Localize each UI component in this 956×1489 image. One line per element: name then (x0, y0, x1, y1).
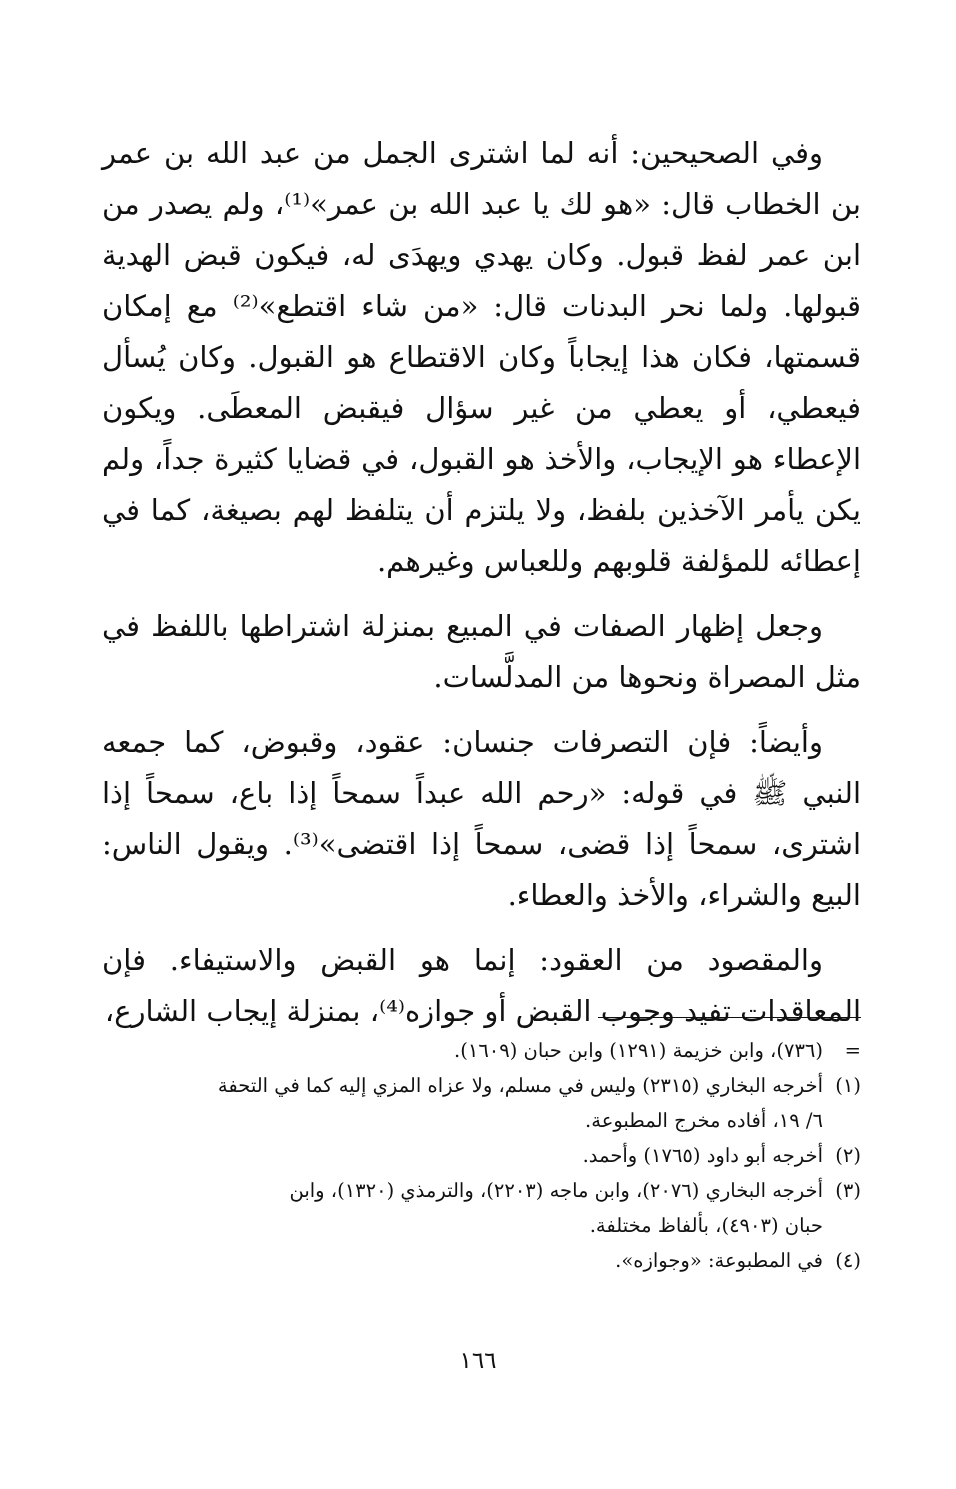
footnote-text: أخرجه أبو داود (١٧٦٥) وأحمد. (582, 1144, 823, 1167)
paragraph: وجعل إظهار الصفات في المبيع بمنزلة اشتراطها باللفظ في مثل المصراة ونحوها من المدلَّسات. (102, 609, 861, 694)
footnote-continuation: ٦/ ١٩، أفاده مخرج المطبوعة. (585, 1109, 823, 1132)
footnote-text: أخرجه البخاري (٢٣١٥) وليس في مسلم، ولا عزاه المزي إليه كما في التحفة (217, 1074, 823, 1097)
paragraph: وفي الصحيحين: أنه لما اشترى الجمل من عبد الله بن عمر بن الخطاب قال: «هو لك يا عبد الله بن عمر»⁽¹⁾، ولم يصدر من ابن عمر لفظ قبول. وكان يهدي ويهدَى له، فيكون قبض الهدية قبولها. ولما نحر البدنات قال: «من شاء اقتطع»⁽²⁾ مع إمكان قسمتها، فكان هذا إيجاباً وكان الاقتطاع هو القبول. وكان يُسأل فيعطي، أو يعطي من غير سؤال فيقبض المعطَى. ويكون الإعطاء هو الإيجاب، والأخذ هو القبول، في قضايا كثيرة جداً، ولم يكن يأمر الآخذين بلفظ، ولا يلتزم أن يتلفظ لهم بصيغة، كما في إعطائه للمؤلفة قلوبهم وللعباس وغيرهم. (102, 136, 861, 578)
footnote-text: في المطبوعة: «وجوازه». (615, 1249, 823, 1272)
footnote-number: (٣) (835, 1179, 861, 1202)
page-number: ١٦٦ (459, 1348, 497, 1374)
footnote (100, 1243, 861, 1278)
main-text (102, 128, 861, 1051)
footnote-text: أخرجه البخاري (٢٠٧٦)، وابن ماجه (٢٢٠٣)، والترمذي (١٣٢٠)، وابن (289, 1179, 823, 1202)
footnote-number: (٤) (835, 1249, 861, 1272)
paragraph: وأيضاً: فإن التصرفات جنسان: عقود، وقبوض، كما جمعه النبي ﷺ في قوله: «رحم الله عبداً سمحاً إذا باع، سمحاً إذا اشترى، سمحاً إذا قضى، سمحاً إذا اقتضى»⁽³⁾. ويقول الناس: البيع والشراء، والأخذ والعطاء. (102, 725, 861, 912)
footnote-continuation: حبان (٤٩٠٣)، بألفاظ مختلفة. (589, 1214, 823, 1237)
footnote (100, 1068, 861, 1138)
footnote (100, 1138, 861, 1173)
footnote-number: (٢) (835, 1144, 861, 1167)
footnote-separator (598, 1017, 861, 1018)
footnote (100, 1173, 861, 1243)
footnote-number: (١) (835, 1074, 861, 1097)
footnotes (100, 1033, 861, 1278)
footnote-number: = (844, 1039, 861, 1062)
footnote-text: (٧٣٦)، وابن خزيمة (١٢٩١) وابن حبان (١٦٠٩). (454, 1039, 823, 1062)
footnote (100, 1033, 861, 1068)
paragraph: والمقصود من العقود: إنما هو القبض والاستيفاء. فإن المعاقدات تفيد وجوب القبض أو جوازه⁽⁴⁾، بمنزلة إيجاب الشارع، (102, 943, 861, 1028)
